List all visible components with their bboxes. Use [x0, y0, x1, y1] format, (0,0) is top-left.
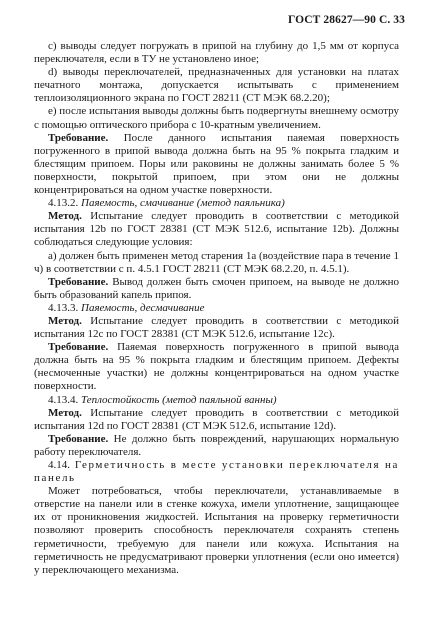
paragraph-e: е) после испытания выводы должны быть подвергнуты внешнему осмотру с помощью оптического прибора с 10-кратным увеличением. [34, 105, 399, 131]
requirement-paragraph: Требование. Паяемая поверхность погруженного в припой вывода должна быть на 95 % покрыта гладким и блестящим припоем. Дефекты (несмоченные участки) не должны концентрироваться на одном участке поверхности. [34, 341, 399, 393]
method-label: Метод. [48, 314, 82, 327]
requirement-paragraph: Требование. После данного испытания паяемая поверхность погруженного в припой вывода должна быть на 95 % покрыта гладким и блестящим припоем. Поры или раковины не должны занимать более 5 % поверхности, покрытой припоем, при этом они не должны концентрироваться на одном участке поверхности. [34, 131, 399, 197]
section-4-13-4-heading: 4.13.4. Теплостойкость (метод паяльной ванны) [48, 393, 277, 406]
page-header: ГОСТ 28627—90 С. 33 [287, 14, 405, 26]
method-paragraph: Метод. Испытание следует проводить в соответствии с методикой испытания 12b по ГОСТ 28381 (СТ МЭК 512.6, испытание 12b). Должны соблюдаться следующие условия: [34, 210, 399, 249]
method-label: Метод. [48, 210, 82, 223]
section-4-14-heading: 4.14. Герметичность в месте установки переключателя на панель [34, 459, 399, 485]
requirement-label: Требование. [48, 131, 109, 144]
method-paragraph: Метод. Испытание следует проводить в соответствии с методикой испытания 12d по ГОСТ 28381 (СТ МЭК 512.6, испытание 12d). [34, 406, 399, 432]
paragraph-d: d) выводы переключателей, предназначенных для установки на платах печатного монтажа, допускается испытывать с применением теплоизоляционного экрана по ГОСТ 28211 (СТ МЭК 68.2.20); [34, 66, 399, 105]
method-paragraph: Метод. Испытание следует проводить в соответствии с методикой испытания 12с по ГОСТ 28381 (СТ МЭК 512.6, испытание 12с). [34, 314, 399, 341]
requirement-paragraph: Требование. Не должно быть повреждений, нарушающих нормальную работу переключателя. [34, 432, 399, 458]
requirement-label: Требование. [48, 275, 109, 288]
section-4-13-3-heading: 4.13.3. Паяемость, десмачивание [48, 301, 205, 314]
method-label: Метод. [48, 406, 82, 419]
paragraph-c: с) выводы следует погружать в припой на глубину до 1,5 мм от корпуса переключателя, если в ТУ не установлено иное; [34, 40, 399, 66]
requirement-label: Требование. [48, 341, 109, 354]
sealing-paragraph: Может потребоваться, чтобы переключатели, устанавливаемые в отверстие на панели или в стенке кожуха, имели уплотнение, защищающее их от проникновения жидкостей. Испытания на проверку герметичности позволяют проверить способность переключателя сохранять степень герметичности, требуемую для панели или кожуха. Испытания на герметичность не предусматривают проверки уплотнения (если оно имеется) у переключающего механизма. [34, 485, 399, 576]
section-4-13-2-heading: 4.13.2. Паяемость, смачивание (метод паяльника) [48, 197, 285, 210]
requirement-paragraph: Требование. Вывод должен быть смочен припоем, на выводе не должно быть образований капель припоя. [34, 275, 399, 301]
requirement-label: Требование. [48, 432, 109, 445]
paragraph-a: а) должен быть применен метод старения 1а (воздействие пара в течение 1 ч) в соответствии с п. 4.5.1 ГОСТ 28211 (СТ МЭК 68.2.20, п. 4.5.1). [34, 249, 399, 275]
document-body [34, 40, 399, 577]
